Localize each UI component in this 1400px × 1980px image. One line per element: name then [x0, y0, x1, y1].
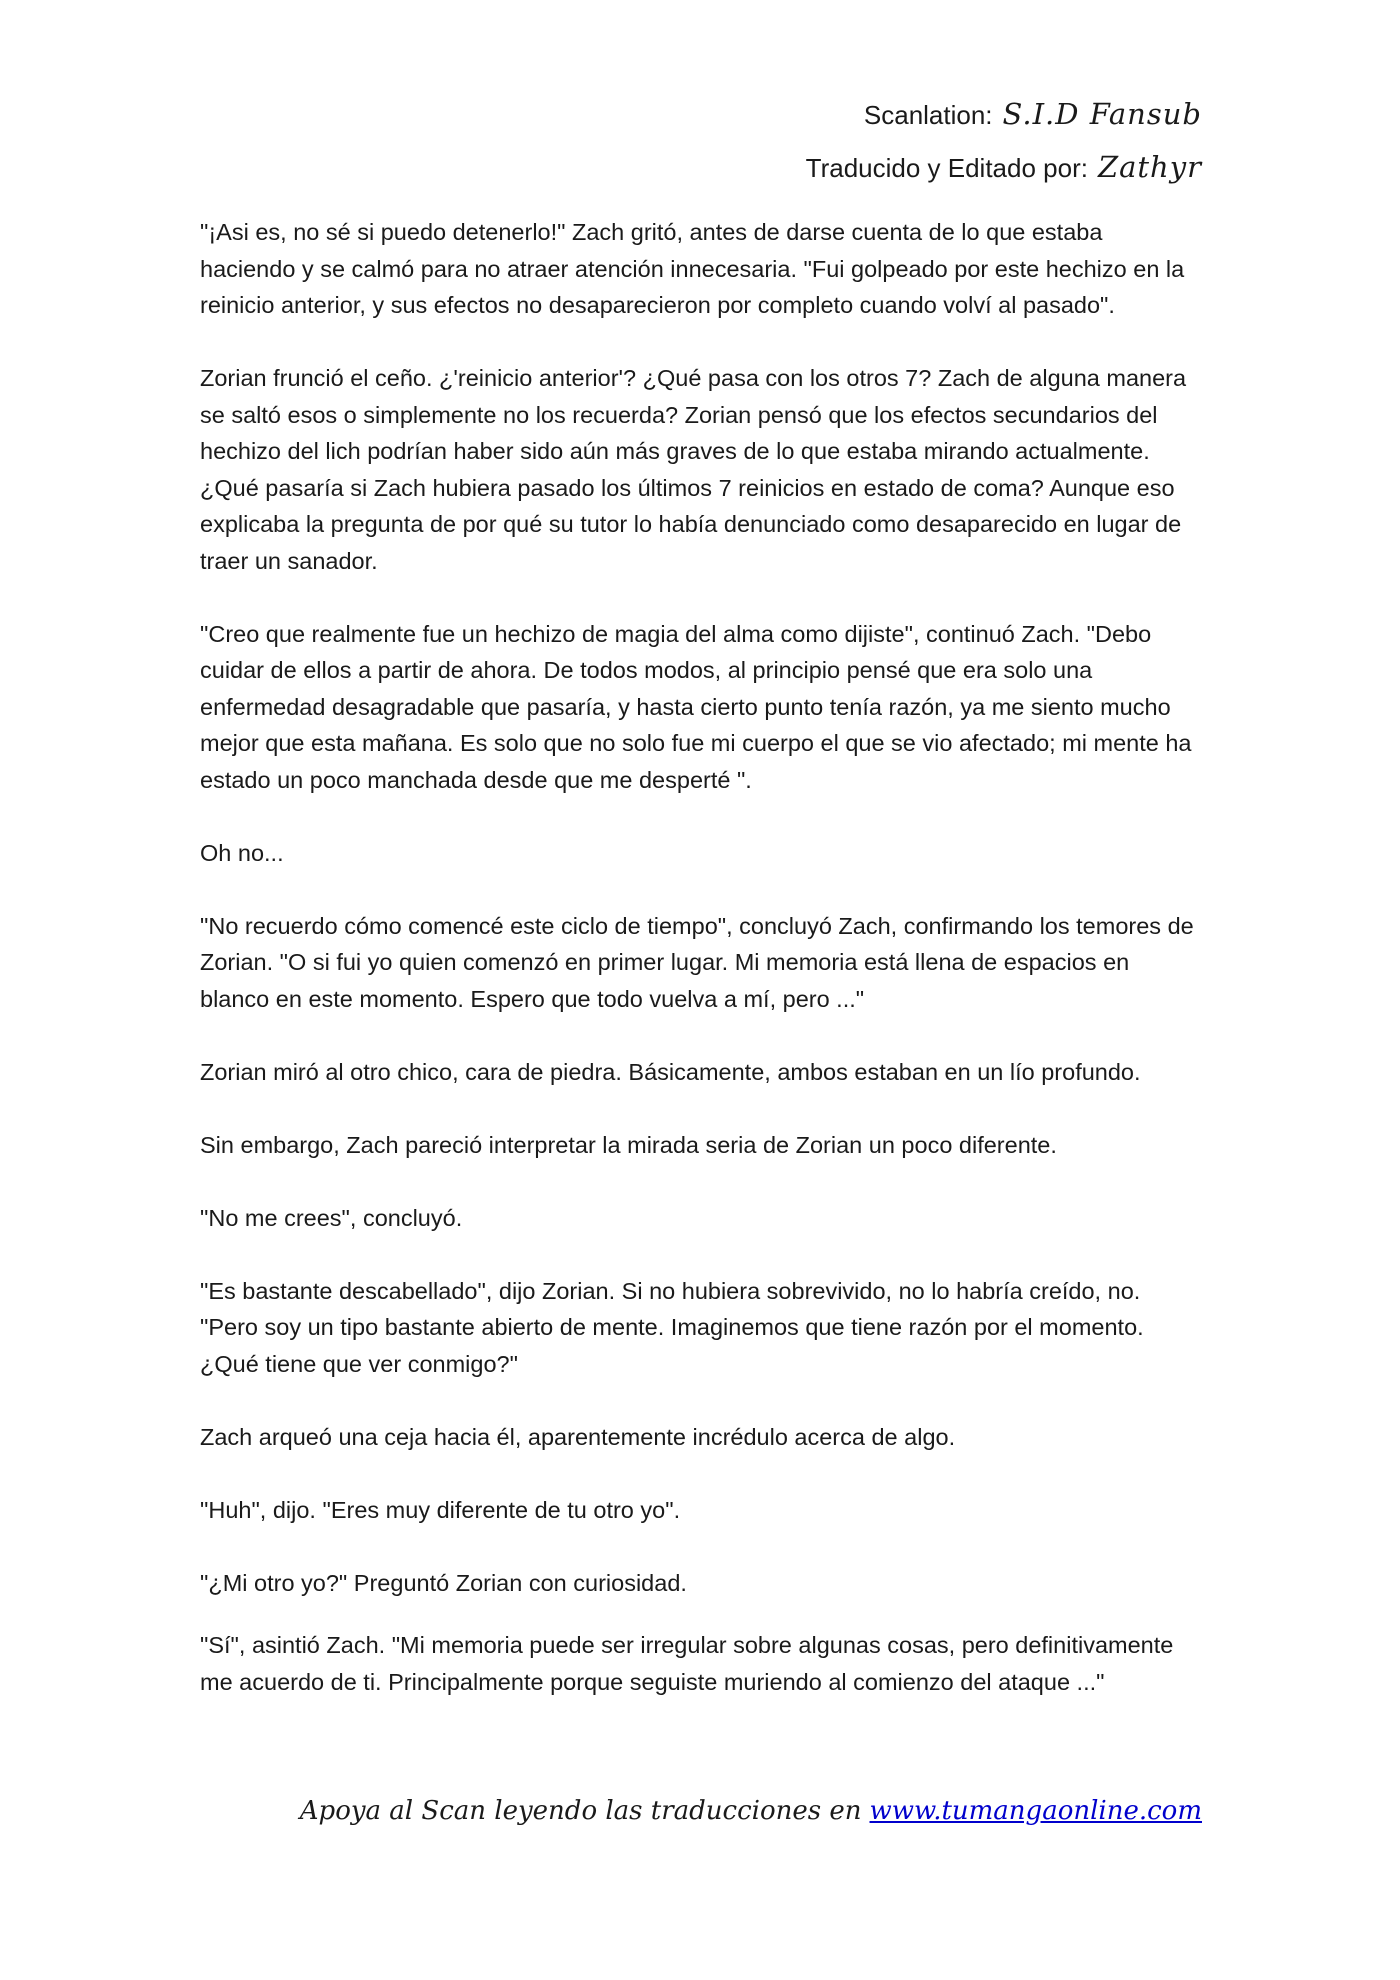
footer-note	[300, 1796, 1202, 1826]
translator-credit	[806, 141, 1202, 194]
paragraph: "¿Mi otro yo?" Preguntó Zorian con curiosidad.	[200, 1569, 687, 1596]
footer-link[interactable]: www.tumangaonline.com	[869, 1796, 1202, 1826]
paragraph: "¡Asi es, no sé si puedo detenerlo!" Zach gritó, antes de darse cuenta de lo que estaba haciendo y se calmó para no atraer atención innecesaria. "Fui golpeado por este hechizo en la reinicio anterior, y sus efectos no desaparecieron por completo cuando volví al pasado".	[200, 219, 1185, 318]
paragraph: "Huh", dijo. "Eres muy diferente de tu otro yo".	[200, 1496, 681, 1523]
translator-name: Zathyr	[1097, 150, 1202, 184]
paragraph: "No me crees", concluyó.	[200, 1204, 463, 1231]
paragraph: Sin embargo, Zach pareció interpretar la mirada seria de Zorian un poco diferente.	[200, 1131, 1057, 1158]
footer-text: Apoya al Scan leyendo las traducciones en	[299, 1796, 862, 1826]
scanlation-label: Scanlation:	[863, 100, 993, 130]
paragraph: Zach arqueó una ceja hacia él, aparentemente incrédulo acerca de algo.	[200, 1423, 956, 1450]
credits-block	[806, 88, 1202, 194]
paragraph: "Sí", asintió Zach. "Mi memoria puede ser irregular sobre algunas cosas, pero definitivamente me acuerdo de ti. Principalmente porque seguiste muriendo al comienzo del ataque ..."	[200, 1632, 1174, 1695]
scanlation-credit	[806, 88, 1202, 141]
scanlation-name: S.I.D Fansub	[1002, 97, 1202, 131]
paragraph: Zorian frunció el ceño. ¿'reinicio anterior'? ¿Qué pasa con los otros 7? Zach de alguna manera se saltó esos o simplemente no los recuerda? Zorian pensó que los efectos secundarios del hechizo del lich podrían haber sido aún más graves de lo que estaba mirando actualmente. ¿Qué pasaría si Zach hubiera pasado los últimos 7 reinicios en estado de coma? Aunque eso explicaba la pregunta de por qué su tutor lo había denunciado como desaparecido en lugar de traer un sanador.	[200, 365, 1187, 574]
paragraph: Oh no...	[200, 839, 284, 866]
story-text	[200, 214, 1202, 1737]
paragraph: Zorian miró al otro chico, cara de piedra. Básicamente, ambos estaban en un lío profundo.	[200, 1058, 1141, 1085]
paragraph: "No recuerdo cómo comencé este ciclo de tiempo", concluyó Zach, confirmando los temores de Zorian. "O si fui yo quien comenzó en primer lugar. Mi memoria está llena de espacios en blanco en este momento. Espero que todo vuelva a mí, pero ..."	[200, 912, 1194, 1012]
translator-label: Traducido y Editado por:	[805, 153, 1088, 183]
paragraph: "Creo que realmente fue un hechizo de magia del alma como dijiste", continuó Zach. "Debo cuidar de ellos a partir de ahora. De todos modos, al principio pensé que era solo una enfermedad desagradable que pasaría, y hasta cierto punto tenía razón, ya me siento mucho mejor que esta mañana. Es solo que no solo fue mi cuerpo el que se vio afectado; mi mente ha estado un poco manchada desde que me desperté ".	[200, 620, 1192, 793]
paragraph: "Es bastante descabellado", dijo Zorian. Si no hubiera sobrevivido, no lo habría creído, no. "Pero soy un tipo bastante abierto de mente. Imaginemos que tiene razón por el momento. ¿Qué tiene que ver conmigo?"	[200, 1277, 1144, 1377]
